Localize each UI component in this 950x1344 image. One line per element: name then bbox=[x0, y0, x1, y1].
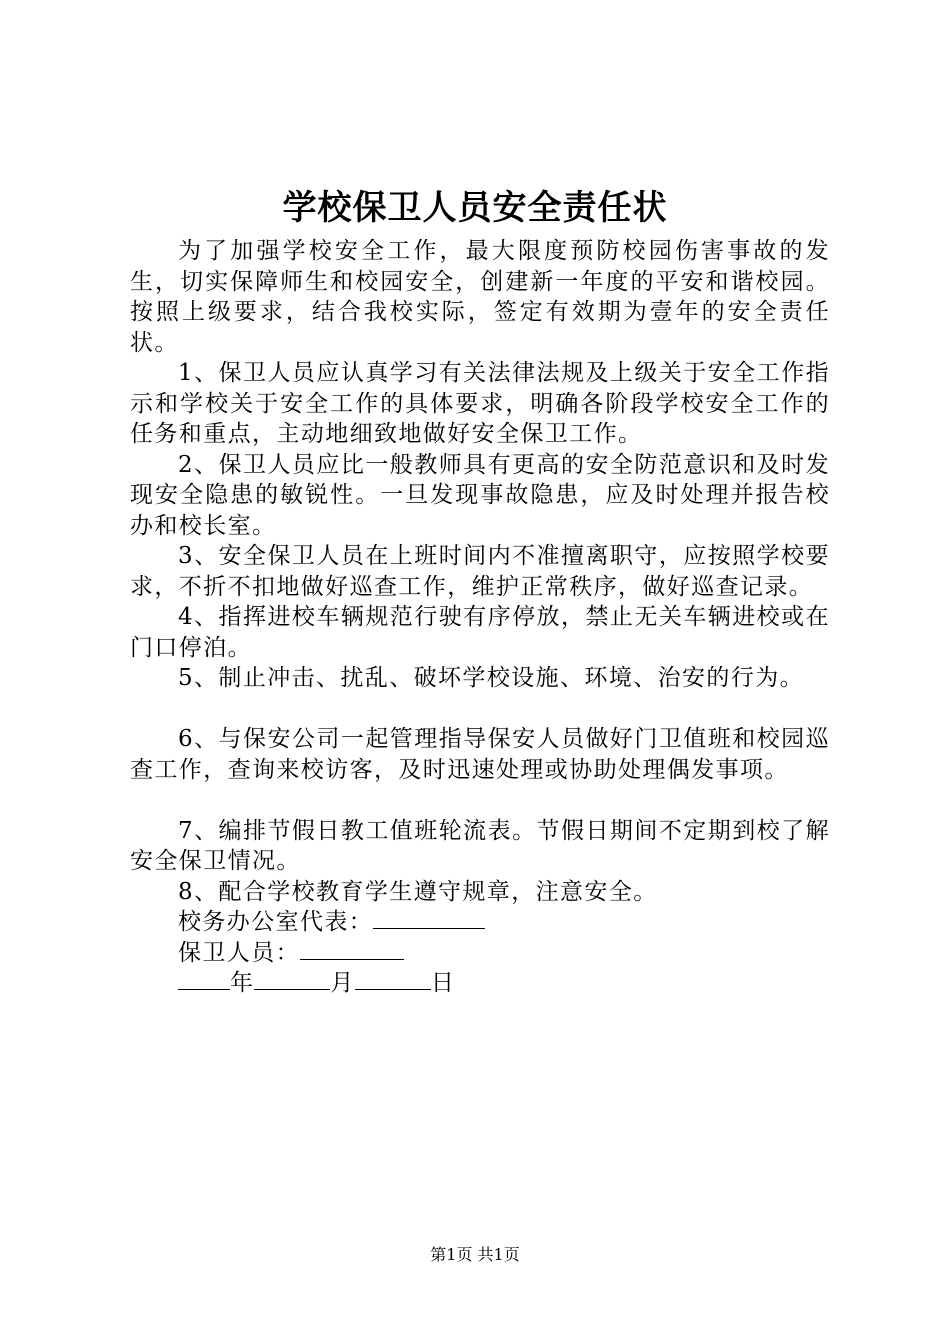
date-line bbox=[130, 968, 830, 999]
clause-1: 1、保卫人员应认真学习有关法律法规及上级关于安全工作指示和学校关于安全工作的具体要求，明确各阶段学校安全工作的任务和重点，主动地细致地做好安全保卫工作。 bbox=[130, 360, 830, 447]
page-footer: 第1页 共1页 bbox=[430, 1245, 520, 1264]
guard-signature-line bbox=[130, 938, 830, 969]
document-body bbox=[130, 236, 830, 999]
clause-4: 4、指挥进校车辆规范行驶有序停放，禁止无关车辆进校或在门口停泊。 bbox=[130, 604, 830, 661]
clause-5: 5、制止冲击、扰乱、破坏学校设施、环境、治安的行为。 bbox=[178, 665, 805, 691]
document-title: 学校保卫人员安全责任状 bbox=[282, 188, 668, 228]
guard-blank bbox=[300, 939, 404, 960]
office-rep-blank bbox=[373, 908, 485, 929]
office-rep-label: 校务办公室代表： bbox=[178, 909, 374, 935]
guard-label: 保卫人员： bbox=[178, 939, 300, 966]
office-rep-signature-line bbox=[130, 907, 830, 938]
day-label: 日 bbox=[430, 970, 456, 996]
clause-3: 3、安全保卫人员在上班时间内不准擅离职守，应按照学校要求，不折不扣地做好巡查工作，维护正常秩序，做好巡查记录。 bbox=[130, 543, 830, 600]
year-blank bbox=[178, 969, 230, 990]
month-label: 月 bbox=[330, 970, 355, 996]
clause-6: 6、与保安公司一起管理指导保安人员做好门卫值班和校园巡查工作，查询来校访客，及时迅速处理或协助处理偶发事项。 bbox=[130, 726, 830, 783]
clause-2: 2、保卫人员应比一般教师具有更高的安全防范意识和及时发现安全隐患的敏锐性。一旦发现事故隐患，应及时处理并报告校办和校长室。 bbox=[130, 451, 830, 539]
clause-7: 7、编排节假日教工值班轮流表。节假日期间不定期到校了解安全保卫情况。 bbox=[130, 817, 830, 874]
clause-8: 8、配合学校教育学生遵守规章，注意安全。 bbox=[178, 878, 658, 905]
year-label: 年 bbox=[230, 970, 255, 996]
day-blank bbox=[355, 969, 431, 990]
intro-paragraph: 为了加强学校安全工作，最大限度预防校园伤害事故的发生，切实保障师生和校园安全，创建新一年度的平安和谐校园。按照上级要求，结合我校实际，签定有效期为壹年的安全责任状。 bbox=[130, 238, 830, 356]
month-blank bbox=[254, 969, 330, 990]
